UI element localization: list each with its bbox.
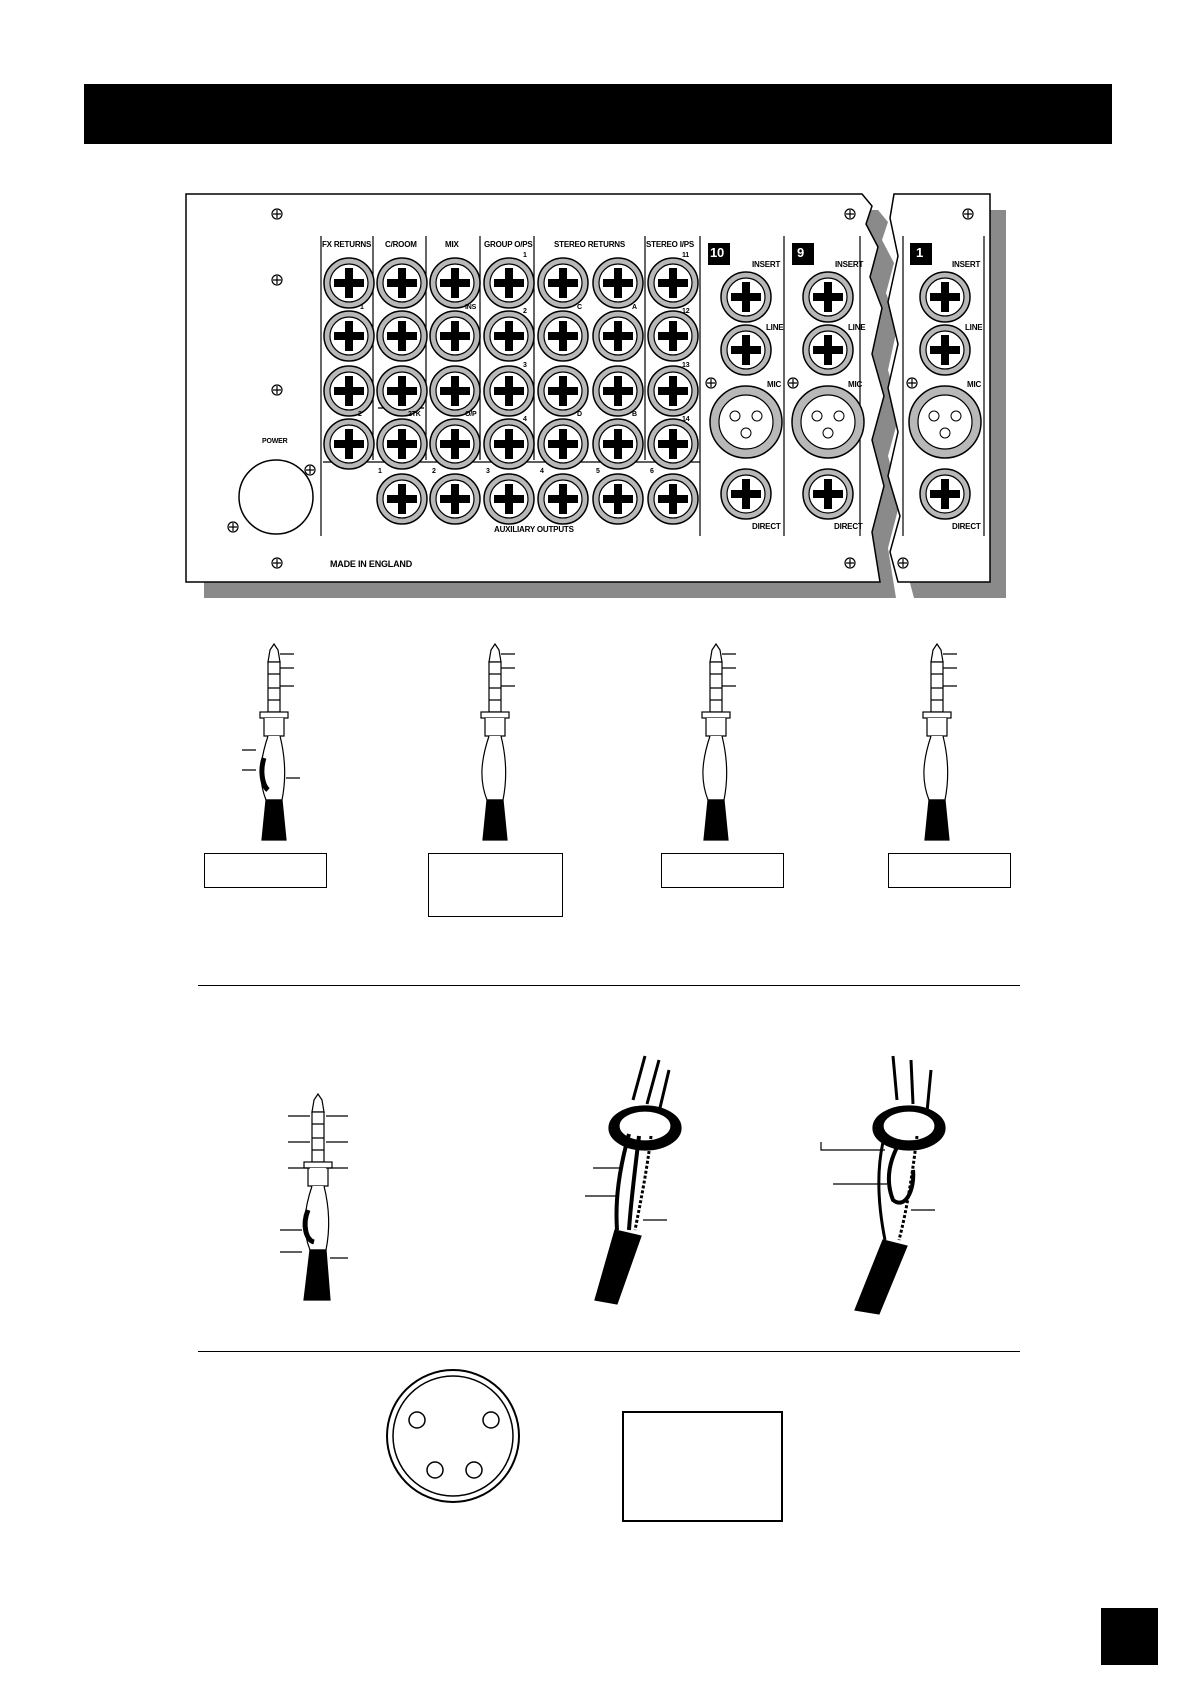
ch9-direct-label: DIRECT: [834, 522, 863, 531]
caption-box-5: [622, 1411, 783, 1522]
jack-tag-a: A: [632, 304, 637, 311]
jack-tag-op: O/P: [465, 411, 477, 418]
stereo-returns-label: STEREO RETURNS: [554, 240, 625, 249]
auxiliary-outputs-label: AUXILIARY OUTPUTS: [494, 525, 574, 534]
jack-plug-4: [923, 644, 957, 840]
caption-box-4: [888, 853, 1011, 888]
xlr-plug-wiring-1: [585, 1056, 681, 1304]
aux-number-2: 2: [432, 468, 436, 475]
jack-tag-g1: 1: [523, 252, 527, 259]
caption-box-2: [428, 853, 563, 917]
caption-box-1: [204, 853, 327, 888]
page-number-tab: [1101, 1608, 1158, 1665]
jack-tag-fx-1: 1: [360, 304, 364, 311]
connector-wiring-diagrams: [280, 1056, 945, 1314]
aux-number-5: 5: [596, 468, 600, 475]
ch1-direct-label: DIRECT: [952, 522, 981, 531]
jack-tag-d: D: [577, 411, 582, 418]
fx-returns-label: FX RETURNS: [322, 240, 372, 249]
ch1-insert-label: INSERT: [952, 260, 981, 269]
divider-rule-2: [198, 1351, 1020, 1352]
channel-number-1: 1: [916, 245, 924, 260]
jack-tag-fx-2: 2: [358, 411, 362, 418]
divider-rule-1: [198, 985, 1020, 986]
ch1-mic-label: MIC: [967, 380, 982, 389]
xlr-pin-diagram: [387, 1370, 519, 1502]
ch9-mic-label: MIC: [848, 380, 863, 389]
caption-box-3: [661, 853, 784, 888]
jack-tag-ins: INS: [465, 304, 477, 311]
ch1-line-label: LINE: [965, 323, 983, 332]
aux-number-1: 1: [378, 468, 382, 475]
ch10-mic-label: MIC: [767, 380, 782, 389]
ch9-line-label: LINE: [848, 323, 866, 332]
jack-tag-13: 13: [682, 362, 690, 369]
jack-tag-c: C: [577, 304, 582, 311]
group-ops-label: GROUP O/PS: [484, 240, 533, 249]
power-label: POWER: [262, 438, 288, 445]
aux-number-3: 3: [486, 468, 490, 475]
jack-tag-12: 12: [682, 308, 690, 315]
ch9-insert-label: INSERT: [835, 260, 864, 269]
c-room-label: C/ROOM: [385, 240, 417, 249]
aux-number-6: 6: [650, 468, 654, 475]
made-in-england-label: MADE IN ENGLAND: [330, 559, 412, 569]
jack-tag-b: B: [632, 411, 637, 418]
stereo-jack-wiring: [280, 1094, 348, 1300]
jack-plug-1: [242, 644, 300, 840]
jack-plug-diagrams: [242, 644, 957, 840]
stereo-ips-label: STEREO I/PS: [646, 240, 695, 249]
jack-tag-g2: 2: [523, 308, 527, 315]
ch10-direct-label: DIRECT: [752, 522, 781, 531]
jack-tag-g3: 3: [523, 362, 527, 369]
channel-number-10: 10: [710, 245, 725, 260]
aux-number-4: 4: [540, 468, 544, 475]
jack-tag-2tk: 2TK: [408, 411, 421, 418]
xlr-plug-wiring-2: [821, 1056, 945, 1314]
jack-plug-2: [481, 644, 515, 840]
jack-tag-11: 11: [682, 252, 689, 259]
jack-tag-g4: 4: [523, 416, 527, 423]
mix-label: MIX: [445, 240, 459, 249]
ch10-insert-label: INSERT: [752, 260, 781, 269]
jack-tag-14: 14: [682, 416, 690, 423]
ch10-line-label: LINE: [766, 323, 784, 332]
channel-number-9: 9: [797, 245, 805, 260]
jack-plug-3: [702, 644, 736, 840]
